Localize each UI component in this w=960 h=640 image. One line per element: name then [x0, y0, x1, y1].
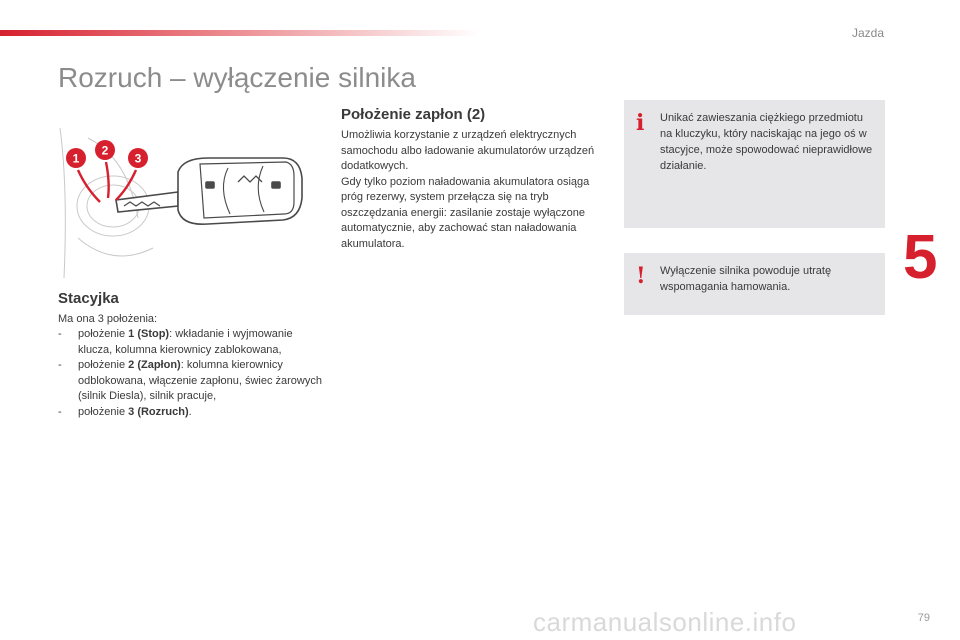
- position-prefix: położenie: [78, 405, 129, 418]
- list-item: [58, 405, 328, 421]
- section-label: Jazda: [851, 26, 884, 40]
- warning-note-text: Wyłączenie silnika powoduje utratę wspomagania hamowania.: [660, 265, 832, 293]
- position-label: 1 (Stop): [128, 328, 170, 340]
- list-dash: -: [58, 405, 62, 418]
- info-note-box: [624, 100, 885, 228]
- svg-text:1: 1: [72, 151, 80, 166]
- position-label: 2 (Zapłon): [128, 359, 181, 372]
- zaplon-body: [341, 128, 609, 252]
- warning-icon: !: [636, 263, 646, 289]
- zaplon-heading: Położenie zapłon (2): [341, 106, 486, 123]
- position-prefix: położenie: [78, 359, 129, 372]
- svg-text:2: 2: [101, 143, 109, 158]
- list-dash: -: [58, 328, 62, 340]
- position-description: : kolumna kierownicy odblokowana, włączenie zapłonu, świec żarowych (silnik Diesla), silnik pracuje,: [78, 359, 322, 403]
- info-note-text: Unikać zawieszania ciężkiego przedmiotu na kluczyku, który naciskając na jego oś w stacyjce, może spowodować nieprawidłowe działanie.: [660, 112, 873, 172]
- page-number: 79: [917, 612, 930, 624]
- callout-1-marker: [66, 148, 86, 168]
- callout-2-marker: [95, 140, 115, 160]
- list-item: [58, 327, 328, 358]
- ignition-positions-list: [58, 327, 328, 421]
- stacyjka-heading: Stacyjka: [58, 290, 119, 307]
- page-title: Rozruch – wyłączenie silnika: [58, 62, 416, 93]
- zaplon-paragraph-2: Gdy tylko poziom naładowania akumulatora osiąga próg rezerwy, system przełącza się na tryb oszczędzania energii: zasilanie zostaje wyłączone automatycznie, aby zachować stan naładowania akumulatora.: [341, 175, 590, 250]
- position-description: : wkładanie i wyjmowanie klucza, kolumna kierownicy zablokowana,: [78, 328, 293, 356]
- stacyjka-intro: Ma ona 3 położenia:: [58, 313, 158, 325]
- callout-3-marker: [128, 148, 148, 168]
- position-prefix: położenie: [78, 328, 129, 340]
- zaplon-paragraph-1: Umożliwia korzystanie z urządzeń elektrycznych samochodu albo ładowanie akumulatorów urządzeń dodatkowych.: [341, 129, 595, 172]
- header-accent-bar: [0, 30, 480, 36]
- position-label: 3 (Rozruch): [128, 405, 189, 418]
- watermark: carmanualsonline.info: [533, 607, 797, 637]
- list-dash: -: [58, 359, 62, 372]
- svg-text:3: 3: [134, 151, 142, 166]
- ignition-key-illustration: [58, 128, 308, 278]
- chapter-number: 5: [903, 223, 938, 292]
- position-description: .: [188, 405, 192, 418]
- warning-note-box: [624, 253, 885, 315]
- list-item: [58, 358, 328, 405]
- info-icon: i: [636, 110, 645, 136]
